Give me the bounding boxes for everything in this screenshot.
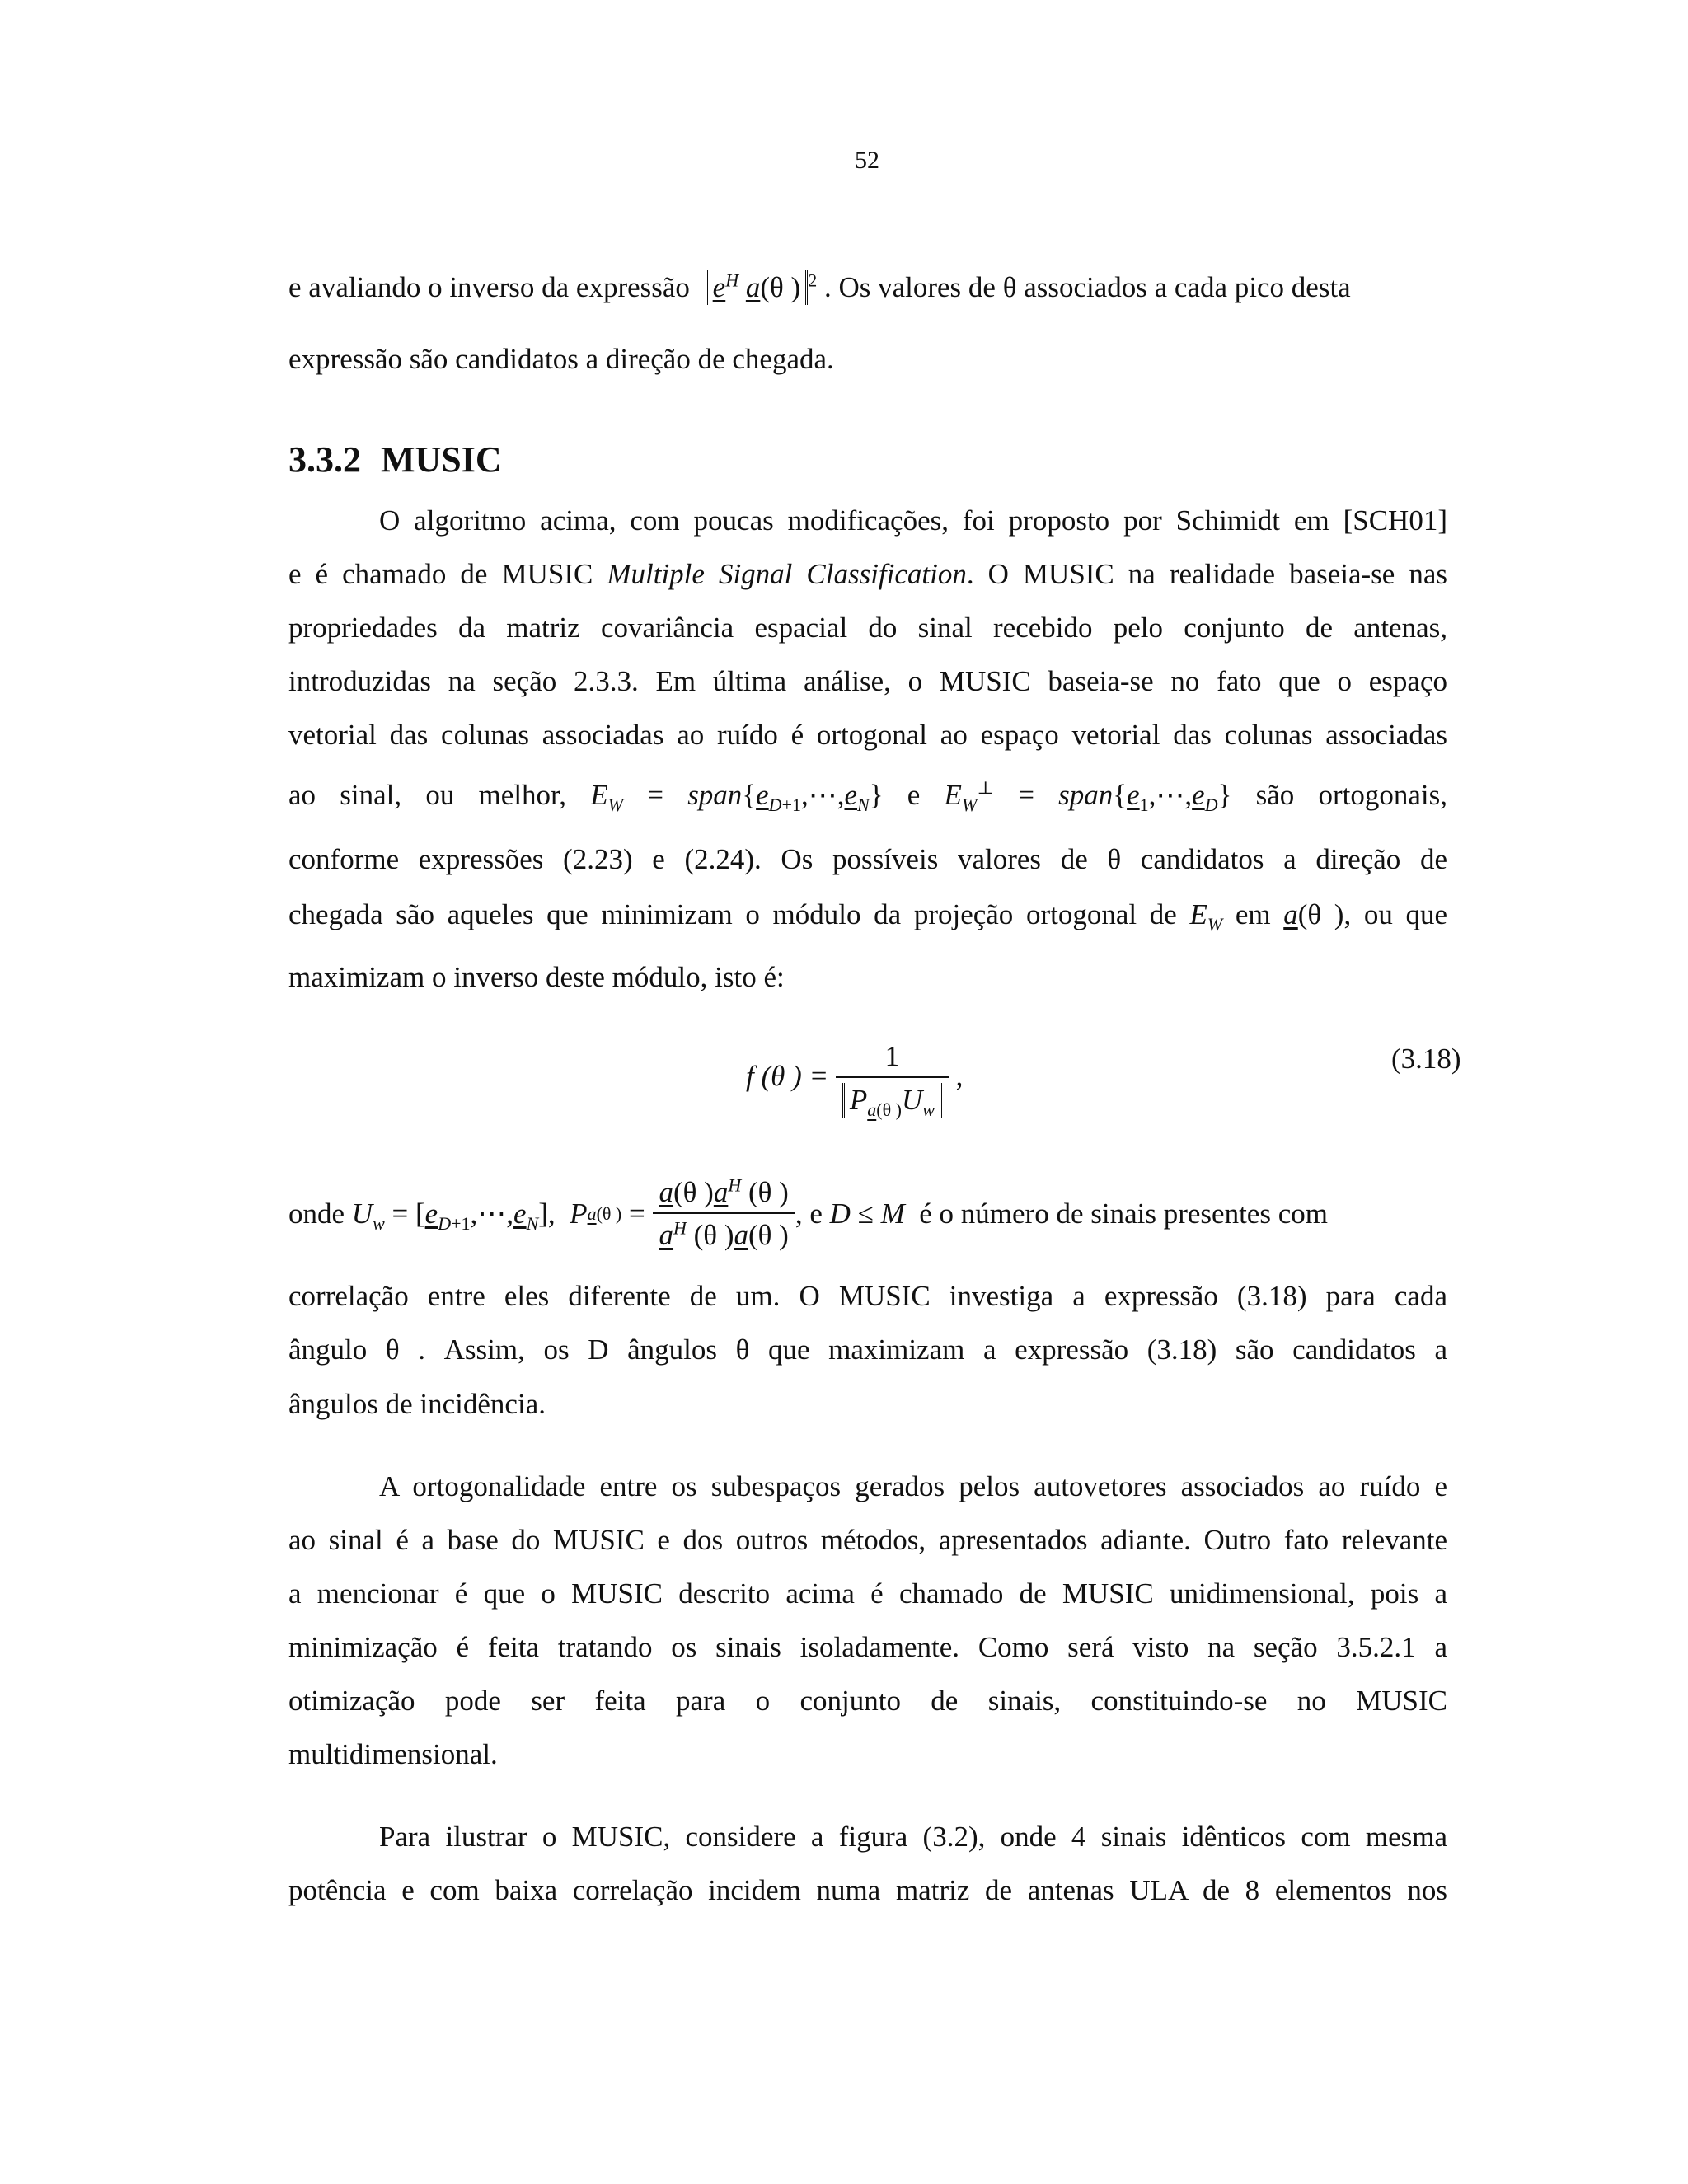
p1-line-8: chegada são aqueles que minimizam o módulo da projeção ortogonal de $E_W$ em a(θ ), ou que <box>288 898 1448 935</box>
intro-text-cont: . Os valores de θ associados a cada pico desta <box>823 271 1351 303</box>
p1b-line-2: ângulo θ . Assim, os D ângulos θ que maximizam a expressão (3.18) são candidatos a <box>288 1333 1447 1366</box>
p1-line-4: introduzidas na seção 2.3.3. Em última análise, o MUSIC baseia-se no fato que o espaço <box>288 665 1447 697</box>
norm-expression: $e^H$ a(θ ) $^2$ <box>706 271 824 303</box>
p1b-line-1: correlação entre eles diferente de um. O MUSIC investiga a expressão (3.18) para cada <box>288 1280 1447 1312</box>
p3-line-2: potência e com baixa correlação incidem numa matriz de antenas ULA de 8 elementos nos <box>288 1874 1447 1906</box>
eq-lhs: f (θ ) = <box>746 1060 829 1093</box>
noise-subspace-eq: $E_W$ = $span\{e_{D+1},\cdots,e_N\}$ <box>590 779 884 815</box>
p2-line-4: minimização é feita tratando os sinais isoladamente. Como será visto na seção 3.5.2.1 a <box>288 1631 1447 1663</box>
p3-line-1: Para ilustrar o MUSIC, considere a figura (3.2), onde 4 sinais idênticos com mesma <box>379 1821 1447 1853</box>
where-line: onde $U_w$ = $[e_{D+1},\cdots,e_N]$, P a(θ ) = $\frac{a(\theta )a^H (\theta )}{a^H (\theta )a(\theta )}$ , e D ≤ M é o número de sinais presentes com <box>288 1174 1328 1251</box>
p1-line-7: conforme expressões (2.23) e (2.24). Os possíveis valores de θ candidatos a direção de <box>288 843 1447 875</box>
p2-line-2: ao sinal é a base do MUSIC e dos outros métodos, apresentados adiante. Outro fato relevante <box>288 1524 1447 1556</box>
p2-line-5: otimização pode ser feita para o conjunto de sinais, constituindo-se no MUSIC <box>288 1685 1447 1717</box>
intro-line-1 <box>288 270 1447 305</box>
eq-numerator: 1 <box>884 1040 900 1072</box>
eq-fraction: $\frac{1}{P_{a(\theta )}U_w}$ <box>836 1040 949 1118</box>
p1-line-3: propriedades da matriz covariância espacial do sinal recebido pelo conjunto de antenas, <box>288 612 1447 644</box>
intro-text: e avaliando o inverso da expressão <box>288 271 690 303</box>
section-number: 3.3.2 <box>288 439 361 480</box>
p1-line-5: vetorial das colunas associadas ao ruído é ortogonal ao espaço vetorial das colunas associadas <box>288 719 1447 751</box>
p1-line-6: ao sinal, ou melhor, $E_W$ = $span\{e_{D+1},\cdots,e_N\}$ e $E_W^\perp$ = $span\{e_1,\cdots,e_D\}$ são ortogonais, <box>288 777 1448 815</box>
signal-subspace-eq: $E_W^\perp$ = $span\{e_1,\cdots,e_D\}$ <box>944 777 1232 815</box>
p2-line-6: multidimensional. <box>288 1738 498 1770</box>
page-number: 52 <box>855 147 879 174</box>
p1-line-1: O algoritmo acima, com poucas modificações, foi proposto por Schimidt em [SCH01] <box>379 504 1447 537</box>
uw-definition: $U_w$ = $[e_{D+1},\cdots,e_N]$, <box>351 1197 556 1234</box>
projection-definition: P a(θ ) = $\frac{a(\theta )a^H (\theta )}{a^H (\theta )a(\theta )}$ <box>570 1176 795 1252</box>
p1b-line-3: ângulos de incidência. <box>288 1388 546 1420</box>
p1-line-2: e é chamado de MUSIC Multiple Signal Classification. O MUSIC na realidade baseia-se nas <box>288 558 1448 590</box>
intro-line-2: expressão são candidatos a direção de chegada. <box>288 343 834 375</box>
p1-line-9: maximizam o inverso deste módulo, isto é: <box>288 961 785 993</box>
section-heading <box>288 438 502 480</box>
music-expansion: Multiple Signal Classification <box>607 558 967 590</box>
p2-line-1: A ortogonalidade entre os subespaços gerados pelos autovetores associados ao ruído e <box>379 1470 1447 1502</box>
equation-label: (3.18) <box>1391 1043 1461 1075</box>
p2-line-3: a mencionar é que o MUSIC descrito acima é chamado de MUSIC unidimensional, pois a <box>288 1577 1447 1610</box>
section-title: MUSIC <box>381 439 502 480</box>
equation-3-18: f (θ ) = $\frac{1}{P_{a(\theta )}U_w}$ , <box>746 1040 964 1120</box>
